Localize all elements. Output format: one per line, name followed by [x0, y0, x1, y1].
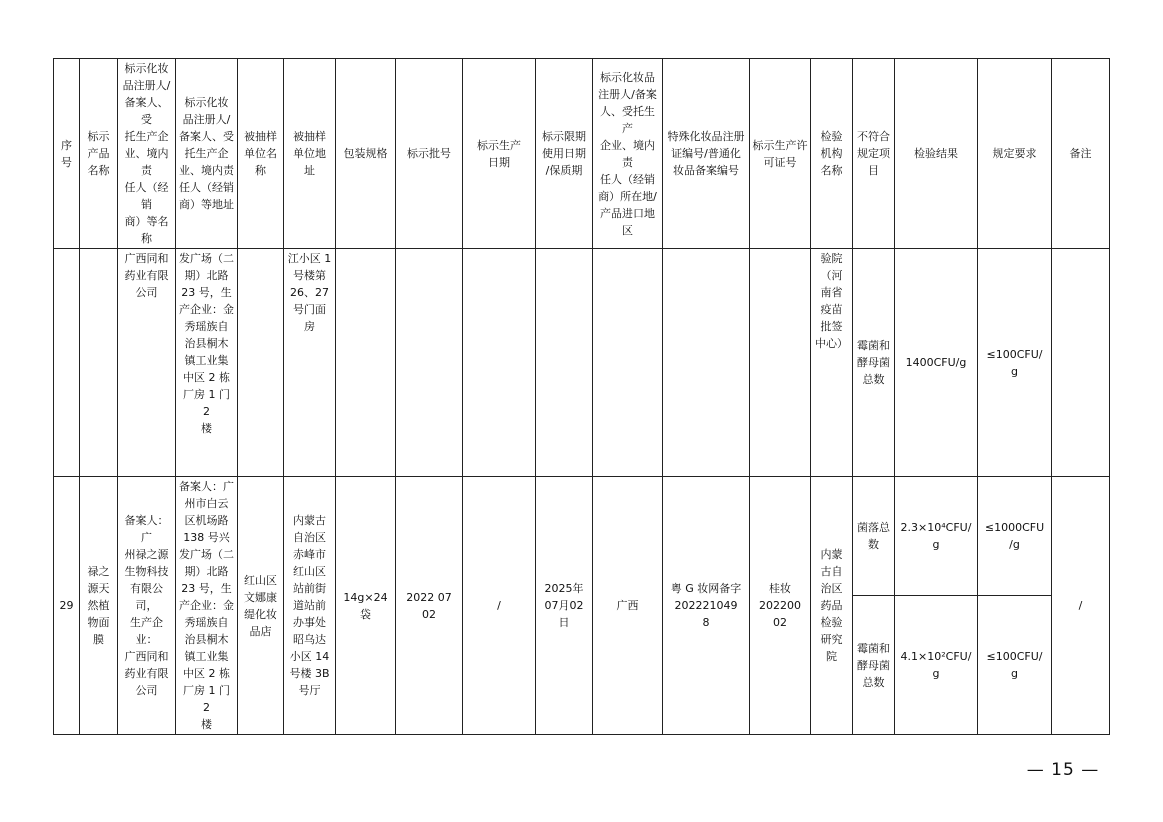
- cell-registrant-name: 广西同和 药业有限 公司: [118, 249, 176, 477]
- header-remark: 备注: [1052, 59, 1110, 249]
- cell-sampled-address: 内蒙古 自治区 赤峰市 红山区 站前街 道站前 办事处 昭乌达 小区 14 号楼 3B 号厅: [284, 477, 336, 735]
- header-institution: 检验 机构 名称: [811, 59, 853, 249]
- cell-requirement: ≤1000CFU /g: [978, 477, 1052, 596]
- cell-empty: [536, 249, 593, 477]
- inspection-table: [53, 58, 1110, 735]
- cell-empty: [238, 249, 284, 477]
- header-license: 标示生产许 可证号: [750, 59, 811, 249]
- header-product-name: 标示 产品 名称: [80, 59, 118, 249]
- cell-institution: 验院 （河 南省 疫苗 批签 中心）: [811, 249, 853, 477]
- header-requirement: 规定要求: [978, 59, 1052, 249]
- table-row-29: [54, 477, 1110, 596]
- cell-requirement: ≤100CFU/ g: [978, 249, 1052, 477]
- header-nonconforming-item: 不符合 规定项 目: [853, 59, 895, 249]
- header-batch: 标示批号: [396, 59, 463, 249]
- page-number: — 15 —: [1026, 760, 1100, 780]
- cell-empty: [663, 249, 750, 477]
- cell-batch: 2022 07 02: [396, 477, 463, 735]
- cell-record-number: 粤 G 妆网备字 202221049 8: [663, 477, 750, 735]
- cell-expiry: 2025年 07月02 日: [536, 477, 593, 735]
- cell-empty: [463, 249, 536, 477]
- cell-sampled-address: 江小区 1 号楼第 26、27 号门面 房: [284, 249, 336, 477]
- header-sampled-address: 被抽样 单位地 址: [284, 59, 336, 249]
- cell-region: 广西: [593, 477, 663, 735]
- cell-seq: 29: [54, 477, 80, 735]
- cell-result: 4.1×10²CFU/ g: [895, 596, 978, 735]
- cell-empty: [80, 249, 118, 477]
- cell-result: 1400CFU/g: [895, 249, 978, 477]
- cell-nonconforming-item: 菌落总 数: [853, 477, 895, 596]
- cell-nonconforming-item: 霉菌和 酵母菌 总数: [853, 249, 895, 477]
- cell-result: 2.3×10⁴CFU/ g: [895, 477, 978, 596]
- cell-institution: 内蒙 古自 治区 药品 检验 研究 院: [811, 477, 853, 735]
- header-sampled-unit: 被抽样 单位名 称: [238, 59, 284, 249]
- header-region: 标示化妆品 注册人/备案 人、受托生产 企业、境内责 任人（经销 商）所在地/ 产品进口地 区: [593, 59, 663, 249]
- cell-license: 桂妆 202200 02: [750, 477, 811, 735]
- cell-registrant-name: 备案人：广 州禄之源 生物科技 有限公司， 生产企业： 广西同和 药业有限 公司: [118, 477, 176, 735]
- cell-package: 14g×24 袋: [336, 477, 396, 735]
- header-registrant-address: 标示化妆 品注册人/ 备案人、受 托生产企 业、境内责 任人（经销 商）等地址: [176, 59, 238, 249]
- cell-empty: [54, 249, 80, 477]
- cell-empty: [1052, 249, 1110, 477]
- cell-product-name: 禄之 源天 然植 物面 膜: [80, 477, 118, 735]
- cell-empty: [593, 249, 663, 477]
- cell-empty: [750, 249, 811, 477]
- cell-remark: /: [1052, 477, 1110, 735]
- header-registrant-name: 标示化妆 品注册人/ 备案人、受 托生产企 业、境内责 任人（经销 商）等名称: [118, 59, 176, 249]
- cell-registrant-address: 备案人：广 州市白云 区机场路 138 号兴 发广场（二 期）北路 23 号，生 产企业：金 秀瑶族自 治县桐木 镇工业集 中区 2 栋 厂房 1 门 2 楼: [176, 477, 238, 735]
- cell-empty: [336, 249, 396, 477]
- cell-empty: [396, 249, 463, 477]
- cell-sampled-unit: 红山区 文娜康 缇化妆 品店: [238, 477, 284, 735]
- cell-requirement: ≤100CFU/ g: [978, 596, 1052, 735]
- header-expiry: 标示限期 使用日期 /保质期: [536, 59, 593, 249]
- header-seq: 序 号: [54, 59, 80, 249]
- header-package: 包装规格: [336, 59, 396, 249]
- header-result: 检验结果: [895, 59, 978, 249]
- cell-registrant-address: 发广场（二 期）北路 23 号，生 产企业：金 秀瑶族自 治县桐木 镇工业集 中区 2 栋 厂房 1 门 2 楼: [176, 249, 238, 477]
- header-row: [54, 59, 1110, 249]
- cell-nonconforming-item: 霉菌和 酵母菌 总数: [853, 596, 895, 735]
- header-record-number: 特殊化妆品注册 证编号/普通化 妆品备案编号: [663, 59, 750, 249]
- cell-production-date: /: [463, 477, 536, 735]
- table-row-continued: [54, 249, 1110, 477]
- header-production-date: 标示生产 日期: [463, 59, 536, 249]
